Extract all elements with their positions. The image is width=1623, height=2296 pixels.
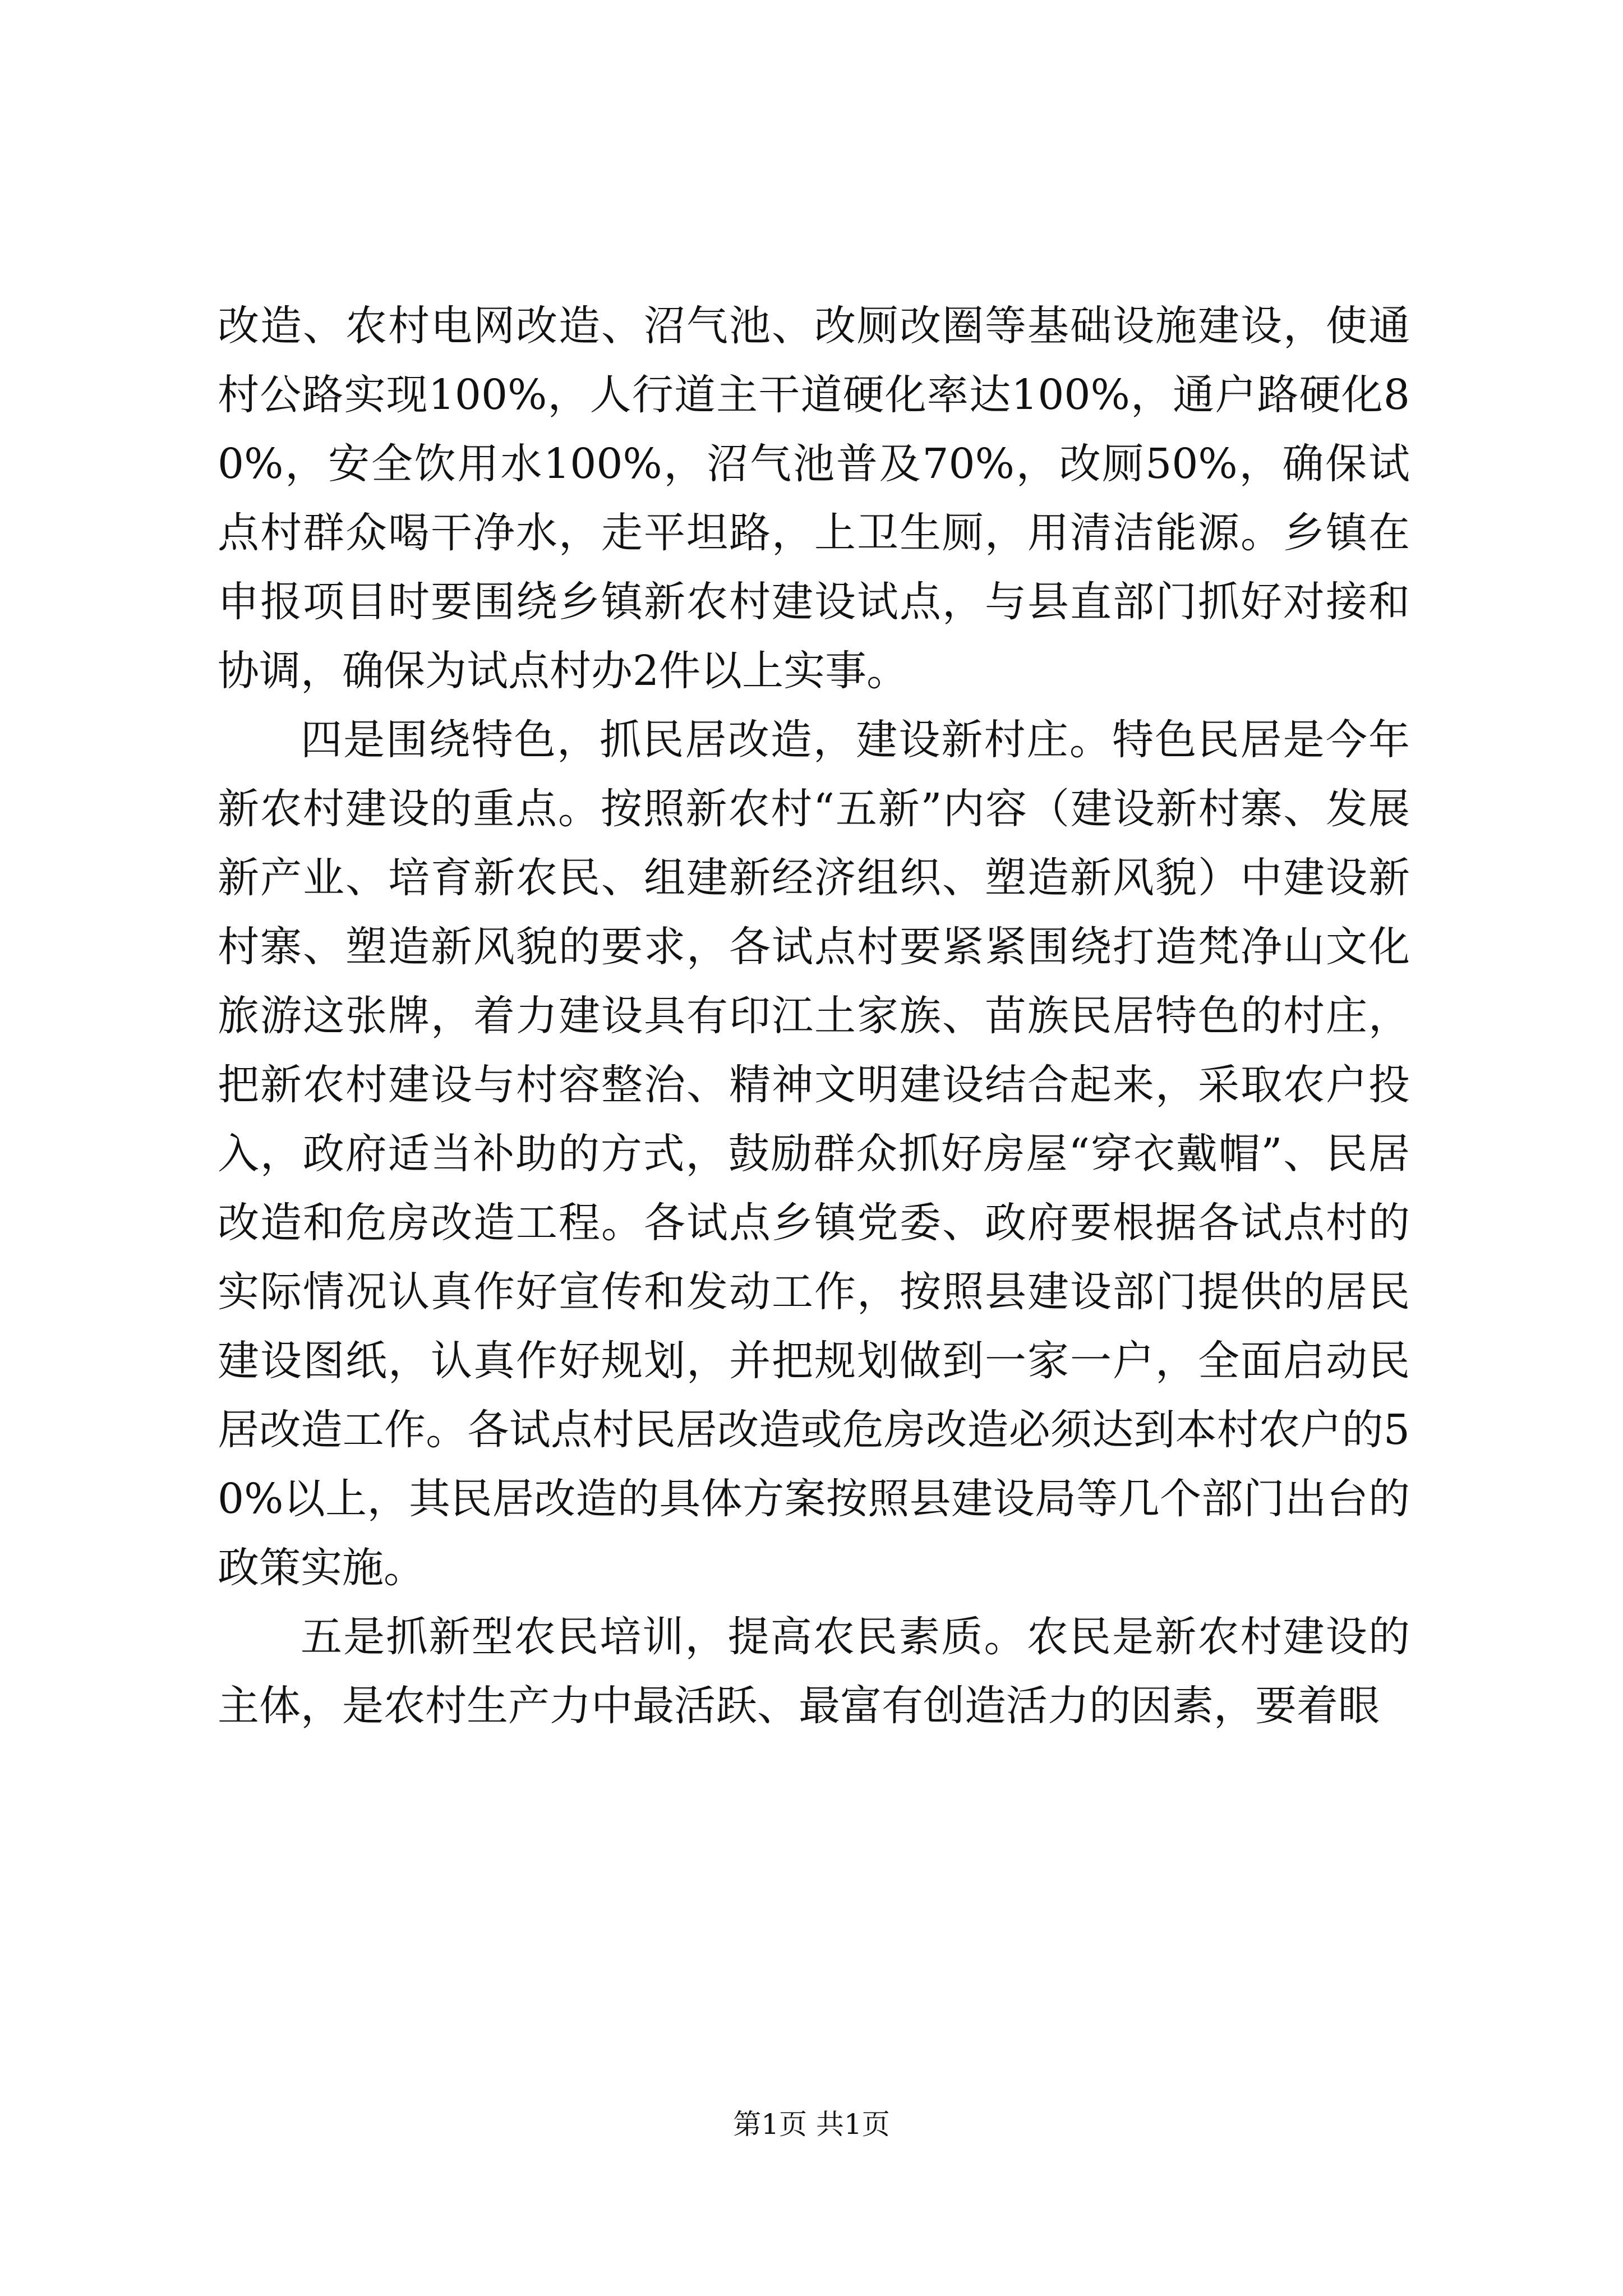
page-footer: 第1页 共1页 [733, 2108, 890, 2141]
paragraph-3: 五是抓新型农民培训，提高农民素质。农民是新农村建设的主体，是农村生产力中最活跃、最富有创造活力的因素，要着眼 [218, 1613, 1410, 1730]
document-body [218, 292, 1410, 1741]
paragraph-2: 四是围绕特色，抓民居改造，建设新村庄。特色民居是今年新农村建设的重点。按照新农村“五新”内容（建设新村寨、发展新产业、培育新农民、组建新经济组织、塑造新风貌）中建设新村寨、塑造新风貌的要求，各试点村要紧紧围绕打造梵净山文化旅游这张牌，着力建设具有印江土家族、苗族民居特色的村庄，把新农村建设与村容整治、精神文明建设结合起来，采取农户投入，政府适当补助的方式，鼓励群众抓好房屋“穿衣戴帽”、民居改造和危房改造工程。各试点乡镇党委、政府要根据各试点村的实际情况认真作好宣传和发动工作，按照县建设部门提供的居民建设图纸，认真作好规划，并把规划做到一家一户，全面启动民居改造工作。各试点村民居改造或危房改造必须达到本村农户的50%以上，其民居改造的具体方案按照县建设局等几个部门出台的政策实施。 [218, 716, 1410, 1592]
paragraph-1: 改造、农村电网改造、沼气池、改厕改圈等基础设施建设，使通村公路实现100%，人行道主干道硬化率达100%，通户路硬化80%，安全饮用水100%，沼气池普及70%，改厕50%，确保试点村群众喝干净水，走平坦路，上卫生厕，用清洁能源。乡镇在申报项目时要围绕乡镇新农村建设试点，与县直部门抓好对接和协调，确保为试点村办2件以上实事。 [218, 302, 1410, 695]
